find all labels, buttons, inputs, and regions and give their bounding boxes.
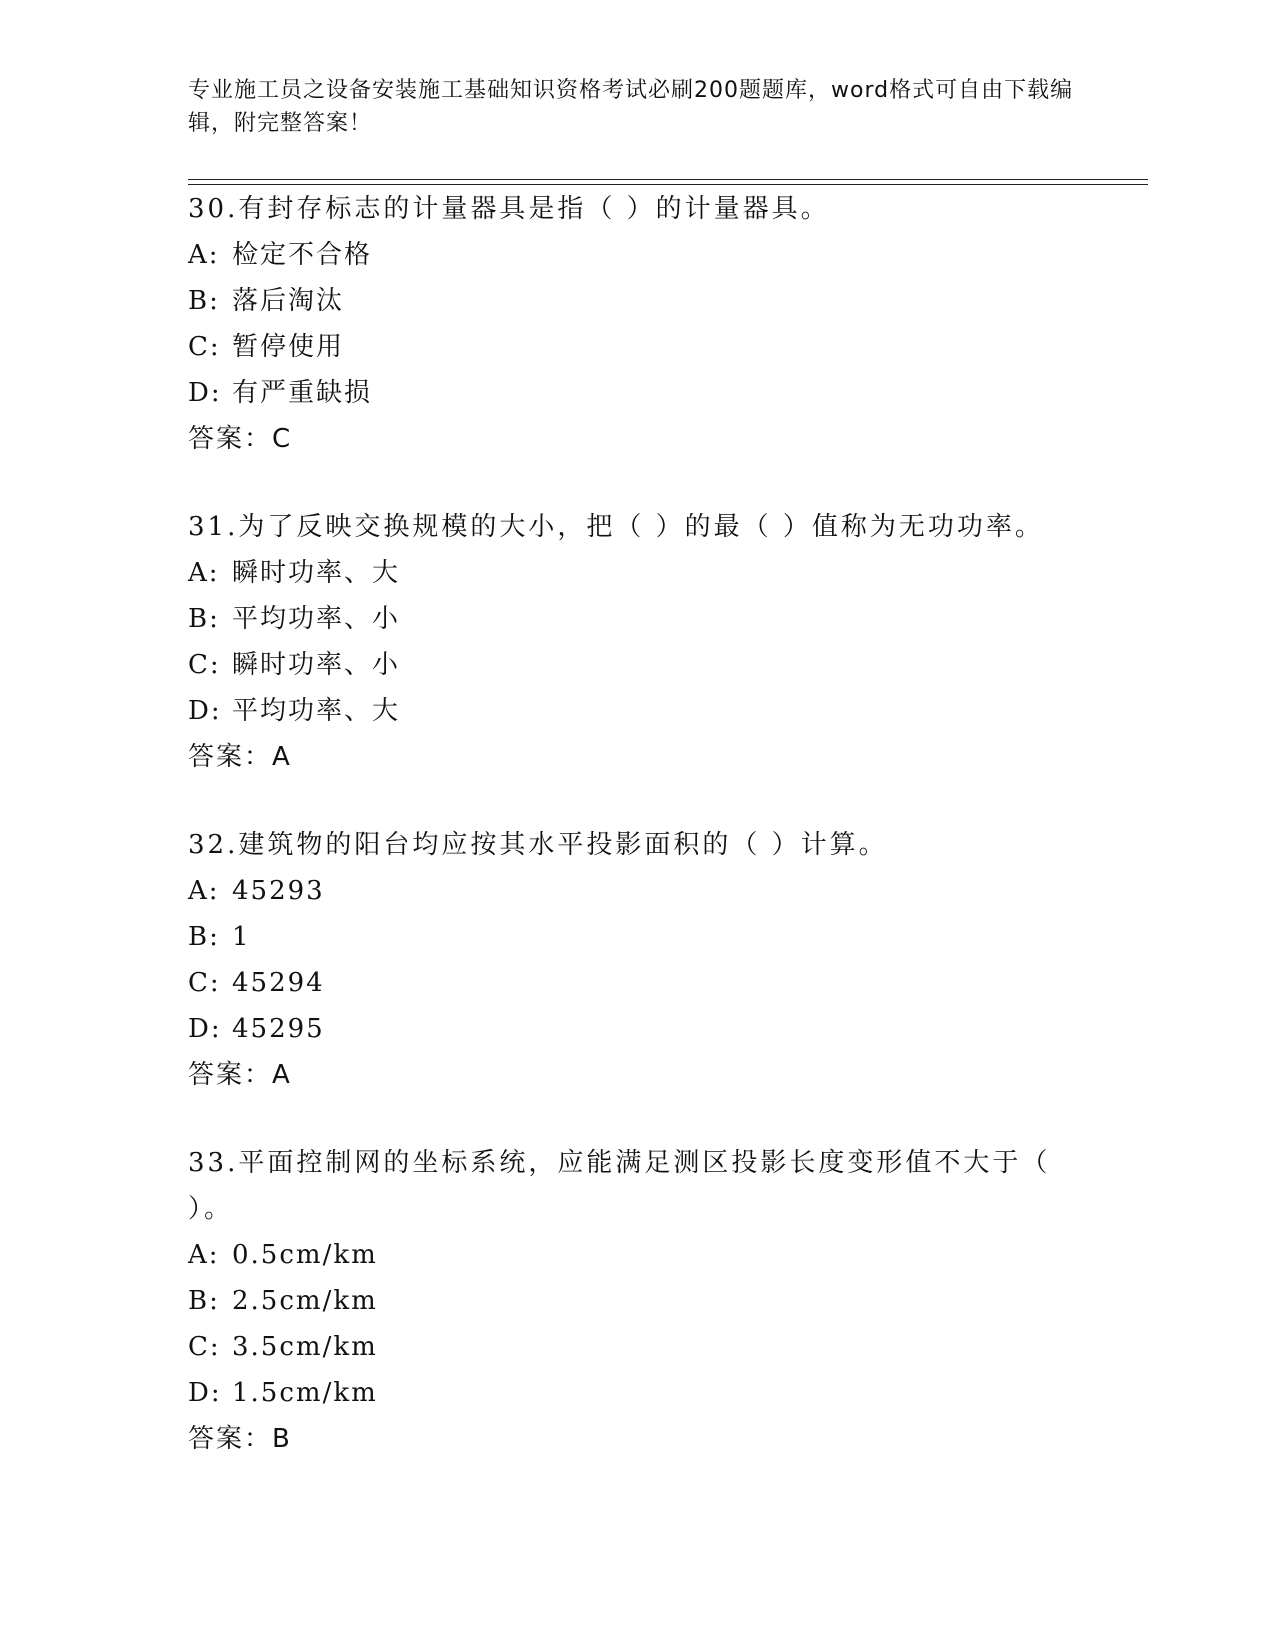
option-text: 暂停使用 bbox=[232, 332, 345, 362]
answer-line: 答案：A bbox=[188, 1060, 292, 1090]
option-key: B: bbox=[188, 922, 220, 952]
option-key: A: bbox=[188, 1240, 220, 1270]
option-c bbox=[188, 960, 1068, 1006]
option-c bbox=[188, 642, 1068, 688]
answer-line: 答案：B bbox=[188, 1424, 292, 1454]
option-text: 瞬时功率、小 bbox=[232, 650, 401, 680]
question-33 bbox=[188, 1140, 1068, 1462]
option-key: B: bbox=[188, 286, 220, 316]
option-d bbox=[188, 370, 1068, 416]
header-divider-bottom bbox=[188, 184, 1148, 185]
option-a bbox=[188, 1232, 1068, 1278]
option-text: 45294 bbox=[232, 968, 325, 998]
question-31 bbox=[188, 504, 1068, 780]
question-stem: 32.建筑物的阳台均应按其水平投影面积的（ ）计算。 bbox=[188, 830, 888, 860]
option-text: 3.5cm/km bbox=[232, 1332, 378, 1362]
option-key: D: bbox=[188, 1014, 222, 1044]
option-text: 45295 bbox=[232, 1014, 325, 1044]
option-key: C: bbox=[188, 650, 221, 680]
option-key: C: bbox=[188, 968, 221, 998]
option-text: 1 bbox=[232, 922, 251, 952]
question-32 bbox=[188, 822, 1068, 1098]
option-key: A: bbox=[188, 558, 220, 588]
option-text: 有严重缺损 bbox=[232, 378, 373, 408]
option-a bbox=[188, 868, 1068, 914]
option-b bbox=[188, 596, 1068, 642]
question-stem: 30.有封存标志的计量器具是指（ ）的计量器具。 bbox=[188, 194, 830, 224]
option-a bbox=[188, 550, 1068, 596]
option-c bbox=[188, 1324, 1068, 1370]
option-b bbox=[188, 278, 1068, 324]
answer-line: 答案：A bbox=[188, 742, 292, 772]
option-text: 45293 bbox=[232, 876, 325, 906]
question-stem: 31.为了反映交换规模的大小，把（ ）的最（ ）值称为无功功率。 bbox=[188, 512, 1044, 542]
option-text: 平均功率、大 bbox=[232, 696, 401, 726]
option-a bbox=[188, 232, 1068, 278]
option-key: D: bbox=[188, 696, 222, 726]
answer-line: 答案：C bbox=[188, 424, 293, 454]
option-text: 瞬时功率、大 bbox=[232, 558, 401, 588]
option-c bbox=[188, 324, 1068, 370]
option-key: D: bbox=[188, 378, 222, 408]
option-key: B: bbox=[188, 604, 220, 634]
option-text: 落后淘汰 bbox=[232, 286, 345, 316]
option-text: 平均功率、小 bbox=[232, 604, 401, 634]
option-text: 检定不合格 bbox=[232, 240, 373, 270]
option-d bbox=[188, 1006, 1068, 1052]
option-text: 0.5cm/km bbox=[232, 1240, 378, 1270]
document-header: 专业施工员之设备安装施工基础知识资格考试必刷200题题库，word格式可自由下载编辑，附完整答案！ bbox=[188, 78, 1074, 136]
option-d bbox=[188, 688, 1068, 734]
option-text: 1.5cm/km bbox=[232, 1378, 378, 1408]
question-30 bbox=[188, 186, 1068, 462]
option-key: C: bbox=[188, 332, 221, 362]
header-divider-top bbox=[188, 179, 1148, 180]
option-b bbox=[188, 914, 1068, 960]
option-key: C: bbox=[188, 1332, 221, 1362]
option-key: A: bbox=[188, 240, 220, 270]
question-stem: 33.平面控制网的坐标系统，应能满足测区投影长度变形值不大于（ ）。 bbox=[188, 1148, 1051, 1224]
option-b bbox=[188, 1278, 1068, 1324]
option-d bbox=[188, 1370, 1068, 1416]
option-text: 2.5cm/km bbox=[232, 1286, 378, 1316]
option-key: D: bbox=[188, 1378, 222, 1408]
option-key: A: bbox=[188, 876, 220, 906]
option-key: B: bbox=[188, 1286, 220, 1316]
